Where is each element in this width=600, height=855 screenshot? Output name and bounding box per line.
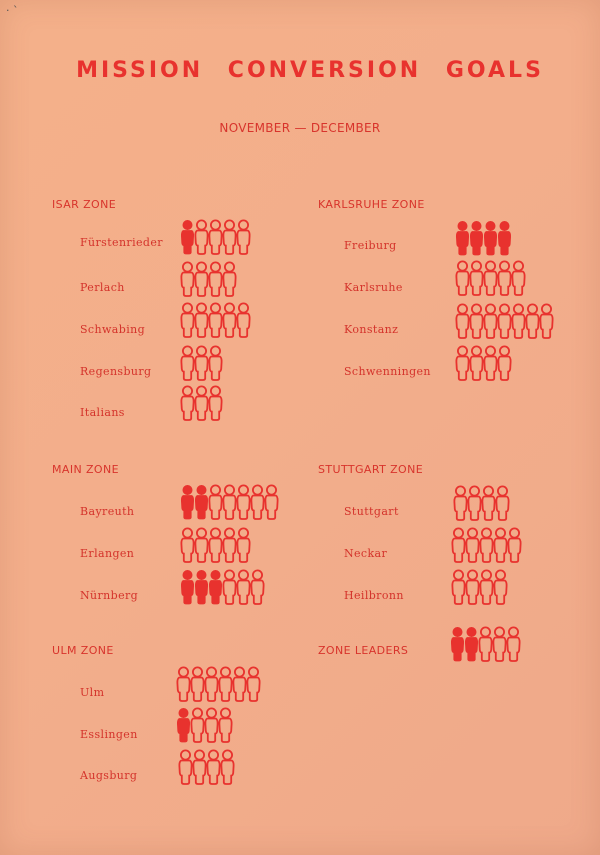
person-outline-icon <box>493 527 508 563</box>
person-outline-icon <box>208 261 223 297</box>
person-outline-icon <box>495 485 510 521</box>
goal-icons-heilbronn <box>451 569 509 605</box>
branch-label-esslingen: Esslingen <box>80 728 138 741</box>
person-filled-icon <box>194 569 209 605</box>
person-outline-icon <box>194 261 209 297</box>
person-outline-icon <box>204 707 219 743</box>
branch-label-heilbronn: Heilbronn <box>344 589 404 602</box>
zone-title-karlsruhe: KARLSRUHE ZONE <box>318 198 425 211</box>
person-outline-icon <box>218 707 233 743</box>
person-outline-icon <box>180 345 195 381</box>
person-filled-icon <box>497 220 512 256</box>
goal-icons-esslingen <box>176 707 234 743</box>
person-filled-icon <box>450 626 465 662</box>
branch-label-schwabing: Schwabing <box>80 323 146 336</box>
person-outline-icon <box>236 484 251 520</box>
person-outline-icon <box>507 527 522 563</box>
branch-label-ulm: Ulm <box>80 686 105 699</box>
person-outline-icon <box>194 385 209 421</box>
person-outline-icon <box>493 569 508 605</box>
branch-label-augsburg: Augsburg <box>80 769 138 782</box>
person-filled-icon <box>176 707 191 743</box>
person-outline-icon <box>497 345 512 381</box>
person-outline-icon <box>506 626 521 662</box>
zone-title-leaders: ZONE LEADERS <box>318 644 409 657</box>
goal-icons-karlsruhe <box>455 260 527 296</box>
goal-icons-italians <box>180 385 224 421</box>
person-outline-icon <box>222 484 237 520</box>
zone-title-main: MAIN ZONE <box>52 463 119 476</box>
branch-label-konstanz: Konstanz <box>344 323 399 336</box>
branch-label-italians: Italians <box>80 406 125 419</box>
person-outline-icon <box>236 569 251 605</box>
branch-label-bayreuth: Bayreuth <box>80 505 135 518</box>
person-outline-icon <box>469 260 484 296</box>
person-outline-icon <box>465 527 480 563</box>
zone-title-stuttgart: STUTTGART ZONE <box>318 463 424 476</box>
person-outline-icon <box>222 261 237 297</box>
goal-icons-schwabing <box>180 302 252 338</box>
person-outline-icon <box>194 219 209 255</box>
person-outline-icon <box>222 569 237 605</box>
goal-icons-stuttgart <box>453 485 511 521</box>
person-outline-icon <box>479 527 494 563</box>
goal-icons-schwenningen <box>455 345 513 381</box>
person-outline-icon <box>455 260 470 296</box>
person-outline-icon <box>222 527 237 563</box>
goal-icons-bayreuth <box>180 484 280 520</box>
person-outline-icon <box>180 261 195 297</box>
person-outline-icon <box>206 749 221 785</box>
branch-label-nuernberg: Nürnberg <box>80 589 139 602</box>
branch-label-schwenningen: Schwenningen <box>344 365 431 378</box>
person-outline-icon <box>208 484 223 520</box>
person-outline-icon <box>208 219 223 255</box>
person-outline-icon <box>469 303 484 339</box>
branch-label-perlach: Perlach <box>80 281 125 294</box>
person-outline-icon <box>492 626 507 662</box>
person-outline-icon <box>525 303 540 339</box>
person-outline-icon <box>246 666 261 702</box>
person-outline-icon <box>250 484 265 520</box>
person-outline-icon <box>208 345 223 381</box>
person-outline-icon <box>455 345 470 381</box>
branch-label-karlsruhe: Karlsruhe <box>344 281 403 294</box>
goal-icons-augsburg <box>178 749 236 785</box>
person-outline-icon <box>222 302 237 338</box>
person-outline-icon <box>465 569 480 605</box>
person-outline-icon <box>250 569 265 605</box>
person-outline-icon <box>497 303 512 339</box>
person-outline-icon <box>483 345 498 381</box>
person-outline-icon <box>232 666 247 702</box>
person-outline-icon <box>208 385 223 421</box>
person-outline-icon <box>511 303 526 339</box>
page-subtitle: NOVEMBER — DECEMBER <box>219 121 381 135</box>
person-outline-icon <box>208 527 223 563</box>
branch-label-regensburg: Regensburg <box>80 365 152 378</box>
goal-icons-nuernberg <box>180 569 266 605</box>
person-filled-icon <box>455 220 470 256</box>
person-filled-icon <box>180 569 195 605</box>
person-outline-icon <box>222 219 237 255</box>
person-filled-icon <box>180 219 195 255</box>
goal-icons-regensburg <box>180 345 224 381</box>
goal-icons-neckar <box>451 527 523 563</box>
person-outline-icon <box>194 302 209 338</box>
person-outline-icon <box>192 749 207 785</box>
goal-icons-zone-leaders <box>450 626 522 662</box>
person-outline-icon <box>455 303 470 339</box>
person-outline-icon <box>176 666 191 702</box>
person-outline-icon <box>478 626 493 662</box>
person-outline-icon <box>451 527 466 563</box>
person-filled-icon <box>469 220 484 256</box>
person-outline-icon <box>483 260 498 296</box>
goal-icons-freiburg <box>455 220 513 256</box>
person-filled-icon <box>464 626 479 662</box>
person-filled-icon <box>180 484 195 520</box>
branch-label-freiburg: Freiburg <box>344 239 397 252</box>
branch-label-neckar: Neckar <box>344 547 388 560</box>
person-outline-icon <box>236 302 251 338</box>
person-outline-icon <box>236 219 251 255</box>
person-outline-icon <box>194 527 209 563</box>
person-outline-icon <box>539 303 554 339</box>
person-outline-icon <box>467 485 482 521</box>
person-outline-icon <box>208 302 223 338</box>
zone-title-ulm: ULM ZONE <box>52 644 114 657</box>
person-outline-icon <box>453 485 468 521</box>
person-outline-icon <box>218 666 233 702</box>
goal-icons-ulm <box>176 666 262 702</box>
person-outline-icon <box>180 385 195 421</box>
person-outline-icon <box>180 527 195 563</box>
person-outline-icon <box>180 302 195 338</box>
goal-icons-konstanz <box>455 303 555 339</box>
goal-icons-fuerstenrieder <box>180 219 252 255</box>
person-outline-icon <box>236 527 251 563</box>
page-title: MISSION CONVERSION GOALS <box>76 58 544 83</box>
person-outline-icon <box>451 569 466 605</box>
branch-label-stuttgart: Stuttgart <box>344 505 399 518</box>
person-outline-icon <box>204 666 219 702</box>
person-outline-icon <box>190 707 205 743</box>
branch-label-fuerstenrieder: Fürstenrieder <box>80 236 163 249</box>
person-outline-icon <box>497 260 512 296</box>
person-outline-icon <box>178 749 193 785</box>
person-outline-icon <box>220 749 235 785</box>
person-outline-icon <box>511 260 526 296</box>
person-outline-icon <box>194 345 209 381</box>
person-filled-icon <box>194 484 209 520</box>
zone-title-isar: ISAR ZONE <box>52 198 117 211</box>
person-outline-icon <box>481 485 496 521</box>
person-outline-icon <box>264 484 279 520</box>
person-outline-icon <box>479 569 494 605</box>
corner-marks: · ` <box>6 4 19 17</box>
person-outline-icon <box>483 303 498 339</box>
person-outline-icon <box>190 666 205 702</box>
person-outline-icon <box>469 345 484 381</box>
goal-icons-perlach <box>180 261 238 297</box>
person-filled-icon <box>208 569 223 605</box>
person-filled-icon <box>483 220 498 256</box>
branch-label-erlangen: Erlangen <box>80 547 135 560</box>
goal-icons-erlangen <box>180 527 252 563</box>
